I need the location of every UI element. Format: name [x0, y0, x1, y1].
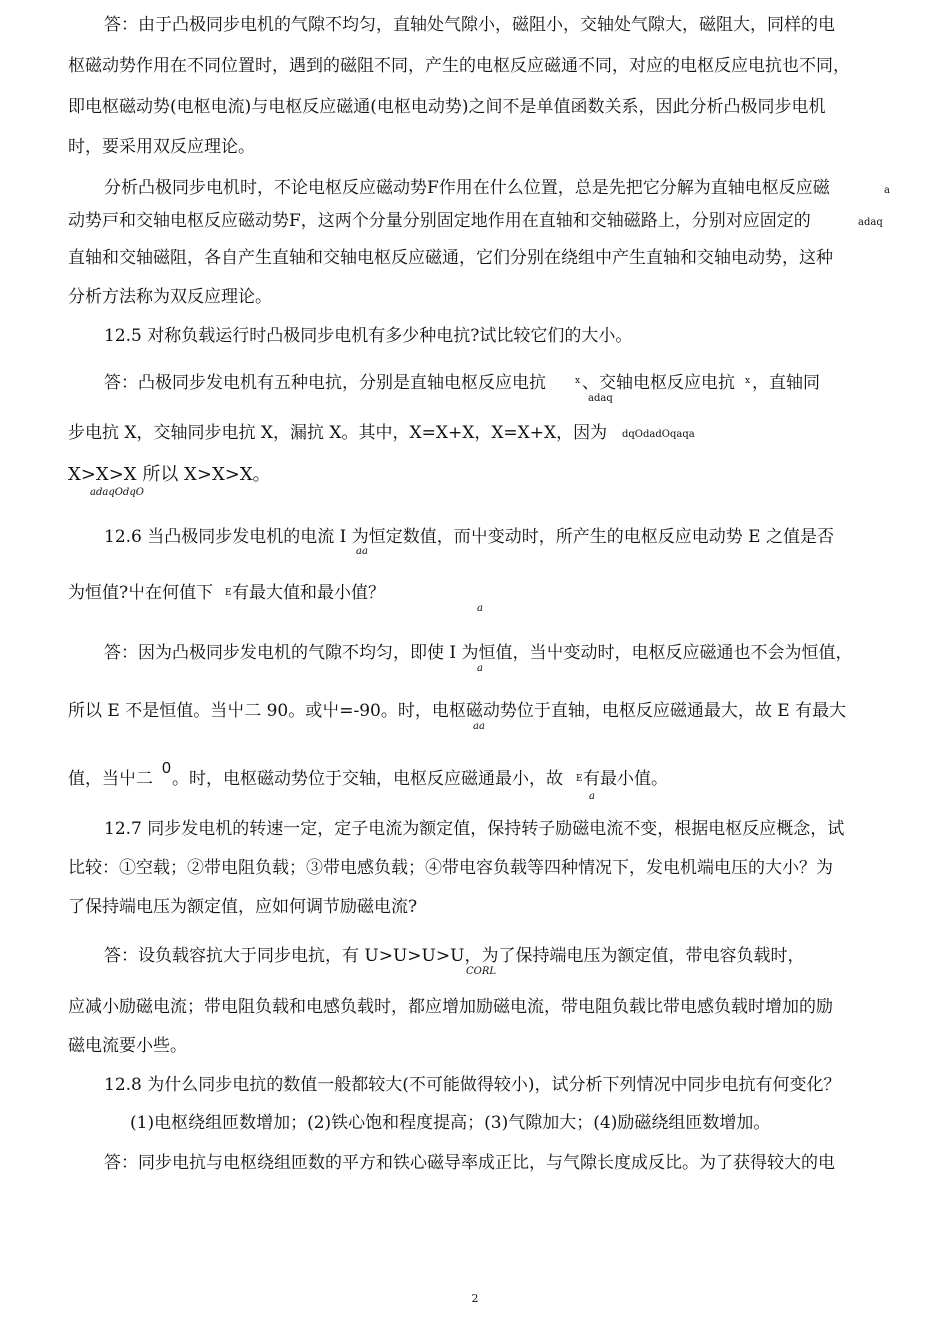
question-heading: 12.6 当凸极同步发电机的电流 I 为恒定数值，而屮变动时，所产生的电枢反应电动势 E 之值是否 — [104, 527, 834, 547]
paragraph-line: 即电枢磁动势(电枢电流)与电枢反应磁通(电枢电动势)之间不是单值函数关系，因此分析凸极同步电机 — [68, 97, 826, 117]
subscript: a — [477, 663, 483, 674]
paragraph-line: X>X>X 所以 X>X>X。 — [68, 464, 271, 485]
paragraph-line: 比较：①空载；②带电阻负载；③带电感负载；④带电容负载等四种情况下，发电机端电压的大小？为 — [68, 858, 833, 878]
subscript: a — [477, 603, 483, 614]
subscript: a — [589, 791, 595, 802]
subscript: a — [884, 185, 890, 196]
paragraph-line: 为恒值?屮在何值下 — [68, 583, 214, 603]
subscript: x — [745, 376, 751, 386]
paragraph-line: 分析凸极同步电机时，不论电枢反应磁动势F作用在什么位置，总是先把它分解为直轴电枢反应磁 — [104, 178, 830, 198]
subscript: adaq — [858, 217, 883, 228]
paragraph-line: 答：凸极同步发电机有五种电抗，分别是直轴电枢反应电抗 — [104, 373, 546, 393]
question-heading: 12.5 对称负载运行时凸极同步电机有多少种电抗?试比较它们的大小。 — [104, 326, 633, 346]
page-number: 2 — [471, 1292, 479, 1305]
subscript: E — [576, 774, 583, 784]
paragraph-line: 时，要采用双反应理论。 — [68, 137, 255, 157]
paragraph-line: 。时，电枢磁动势位于交轴，电枢反应磁通最小，故 — [172, 769, 563, 789]
subscript: adaqOdqO — [90, 487, 144, 498]
question-heading: 12.8 为什么同步电抗的数值一般都较大(不可能做得较小)，试分析下列情况中同步电抗有何变化？ — [104, 1075, 841, 1095]
paragraph-line: (1)电枢绕组匝数增加；(2)铁心饱和程度提高；(3)气隙加大；(4)励磁绕组匝数增加。 — [130, 1113, 771, 1133]
subscript: x — [575, 376, 581, 386]
paragraph-line: 动势戸和交轴电枢反应磁动势F，这两个分量分别固定地作用在直轴和交轴磁路上，分别对应固定的 — [68, 211, 811, 231]
question-heading: 12.7 同步发电机的转速一定，定子电流为额定值，保持转子励磁电流不变，根据电枢反应概念，试 — [104, 819, 845, 839]
paragraph-line: 分析方法称为双反应理论。 — [68, 287, 272, 307]
paragraph-line: 了保持端电压为额定值，应如何调节励磁电流? — [68, 897, 418, 917]
paragraph-line: 答：同步电抗与电枢绕组匝数的平方和铁心磁导率成正比，与气隙长度成反比。为了获得较大的电 — [104, 1153, 835, 1173]
subscript: E — [225, 588, 232, 598]
paragraph-line: 有最小值。 — [583, 769, 668, 789]
paragraph-line: 步电抗 X，交轴同步电抗 X，漏抗 X。其中，X=X+X，X=X+X，因为 — [68, 423, 608, 443]
paragraph-line: 答：设负载容抗大于同步电抗，有 U>U>U>U，为了保持端电压为额定值，带电容负载时， — [104, 946, 805, 966]
paragraph-line: 所以 E 不是恒值。当屮二 90。或屮=-90。时，电枢磁动势位于直轴，电枢反应磁通最大，故 E 有最大 — [68, 701, 847, 721]
subscript: dqOdadOqaqa — [622, 429, 695, 440]
paragraph-line: 磁电流要小些。 — [68, 1036, 187, 1056]
paragraph-line: 应减小励磁电流；带电阻负载和电感负载时，都应增加励磁电流，带电阻负载比带电感负载时增加的励 — [68, 997, 833, 1017]
subscript: aa — [473, 721, 485, 732]
paragraph-line: 值，当屮二 — [68, 769, 153, 789]
paragraph-line: 直轴和交轴磁阻，各自产生直轴和交轴电枢反应磁通，它们分别在绕组中产生直轴和交轴电动势，这种 — [68, 248, 833, 268]
paragraph-line: 答：由于凸极同步电机的气隙不均匀，直轴处气隙小，磁阻小，交轴处气隙大，磁阻大，同样的电 — [104, 15, 835, 35]
subscript: adaq — [588, 393, 613, 404]
superscript: 0 — [162, 760, 171, 777]
paragraph-line: 、交轴电枢反应电抗 — [582, 373, 735, 393]
subscript: aa — [356, 546, 368, 557]
paragraph-line: ，直轴同 — [752, 373, 820, 393]
paragraph-line: 有最大值和最小值？ — [232, 583, 385, 603]
subscript: CORL — [466, 966, 497, 977]
paragraph-line: 枢磁动势作用在不同位置时，遇到的磁阻不同，产生的电枢反应磁通不同，对应的电枢反应电抗也不同， — [68, 56, 850, 76]
paragraph-line: 答：因为凸极同步发电机的气隙不均匀，即使 I 为恒值，当屮变动时，电枢反应磁通也不会为恒值， — [104, 643, 853, 663]
